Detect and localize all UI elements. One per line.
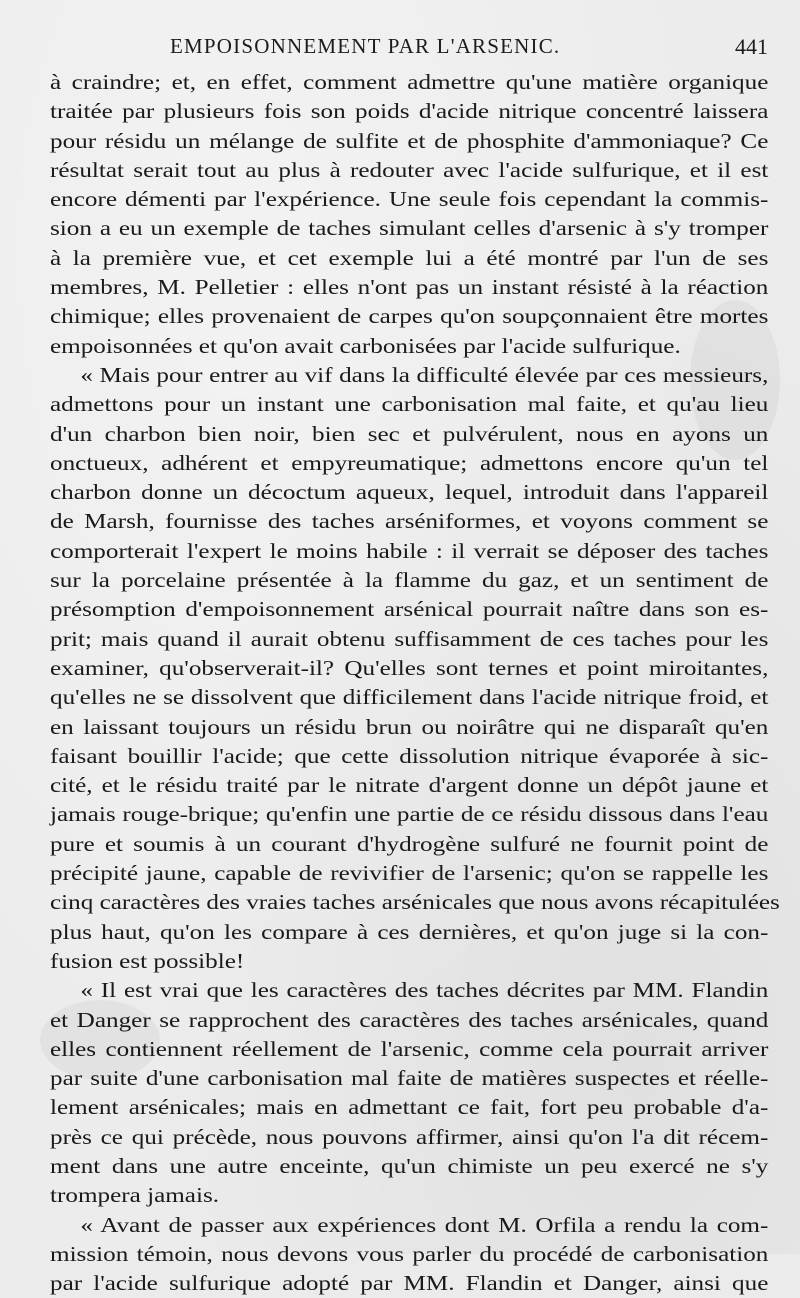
text-line: traitée par plusieurs fois son poids d'acide nitrique concentré laissera — [50, 99, 769, 124]
page-number: 441 — [735, 34, 768, 59]
text-line: empoisonnées et qu'on avait carbonisées par l'acide sulfurique. — [50, 333, 681, 358]
running-title: EMPOISONNEMENT PAR L'ARSENIC. — [170, 34, 561, 58]
text-line: par suite d'une carbonisation mal faite de matières suspectes et réelle- — [50, 1066, 769, 1091]
text-line: d'un charbon bien noir, bien sec et pulvérulent, nous en ayons un — [50, 421, 769, 446]
text-line: elles contiennent réellement de l'arsenic, comme cela pourrait arriver — [50, 1036, 769, 1061]
paper-stain — [690, 300, 780, 460]
text-line: sion a eu un exemple de taches simulant celles d'arsenic à s'y tromper — [50, 216, 769, 241]
text-line: cinq caractères des vraies taches arsénicales que nous avons récapitulées — [50, 890, 780, 915]
text-line: résultat serait tout au plus à redouter avec l'acide sulfurique, et il est — [50, 157, 769, 182]
paper-stain — [40, 1000, 160, 1080]
text-line: fusion est possible! — [50, 948, 245, 973]
text-line: onctueux, adhérent et empyreumatique; admettons encore qu'un tel — [50, 450, 769, 475]
text-line: cité, et le résidu traité par le nitrate d'argent donne un dépôt jaune et — [50, 773, 769, 798]
text-line: jamais rouge-brique; qu'enfin une partie de ce résidu dissous dans l'eau — [50, 802, 769, 827]
body-text — [50, 68, 780, 1298]
paragraph-start-line: « Il est vrai que les caractères des taches décrites par MM. Flandin — [80, 978, 769, 1003]
text-line: par l'acide sulfurique adopté par MM. Flandin et Danger, ainsi que — [50, 1271, 769, 1296]
text-line: membres, M. Pelletier : elles n'ont pas un instant résisté à la réaction — [50, 275, 769, 300]
text-line: à craindre; et, en effet, comment admettre qu'une matière organique — [50, 70, 769, 94]
text-line: qu'elles ne se dissolvent que difficilement dans l'acide nitrique froid, et — [50, 685, 769, 710]
paragraph-start-line: « Mais pour entrer au vif dans la difficulté élevée par ces messieurs, — [80, 362, 769, 387]
text-line: lement arsénicales; mais en admettant ce fait, fort peu probable d'a- — [50, 1095, 769, 1120]
paragraph-start-line: « Avant de passer aux expériences dont M. Orfila a rendu la com- — [80, 1212, 769, 1237]
text-line: chimique; elles provenaient de carpes qu'on soupçonnaient être mortes — [50, 304, 769, 329]
text-line: en laissant toujours un résidu brun ou noirâtre qui ne disparaît qu'en — [50, 714, 769, 739]
text-line: ment dans une autre enceinte, qu'un chimiste un peu exercé ne s'y — [50, 1153, 769, 1178]
text-line: et Danger se rapprochent des caractères des taches arsénicales, quand — [50, 1007, 769, 1032]
text-line: trompera jamais. — [50, 1183, 220, 1208]
text-line: mission témoin, nous devons vous parler du procédé de carbonisation — [50, 1241, 769, 1266]
text-line: pour résidu un mélange de sulfite et de phosphite d'ammoniaque? Ce — [50, 128, 769, 153]
page-header — [50, 26, 768, 66]
text-line: précipité jaune, capable de revivifier de l'arsenic; qu'on se rappelle les — [50, 861, 769, 886]
text-line: pure et soumis à un courant d'hydrogène sulfuré ne fournit point de — [50, 831, 769, 856]
text-line: prit; mais quand il aurait obtenu suffisamment de ces taches pour les — [50, 626, 769, 651]
text-line: charbon donne un décoctum aqueux, lequel, introduit dans l'appareil — [50, 480, 769, 505]
text-line: présomption d'empoisonnement arsénical pourrait naître dans son es- — [50, 597, 769, 622]
text-line: à la première vue, et cet exemple lui a été montré par l'un de ses — [50, 245, 769, 270]
text-line: plus haut, qu'on les compare à ces dernières, et qu'on juge si la con- — [50, 919, 769, 944]
text-line: encore démenti par l'expérience. Une seule fois cependant la commis- — [50, 187, 769, 212]
text-line: admettons pour un instant une carbonisation mal faite, et qu'au lieu — [50, 392, 769, 417]
text-line: faisant bouillir l'acide; que cette dissolution nitrique évaporée à sic- — [50, 743, 769, 768]
text-line: de Marsh, fournisse des taches arséniformes, et voyons comment se — [50, 509, 769, 534]
text-line: comporterait l'expert le moins habile : il verrait se déposer des taches — [50, 538, 769, 563]
text-line: examiner, qu'observerait-il? Qu'elles sont ternes et point miroitantes, — [50, 655, 769, 680]
text-line: près ce qui précède, nous pouvons affirmer, ainsi qu'on l'a dit récem- — [50, 1124, 769, 1149]
text-line: sur la porcelaine présentée à la flamme du gaz, et un sentiment de — [50, 568, 769, 593]
